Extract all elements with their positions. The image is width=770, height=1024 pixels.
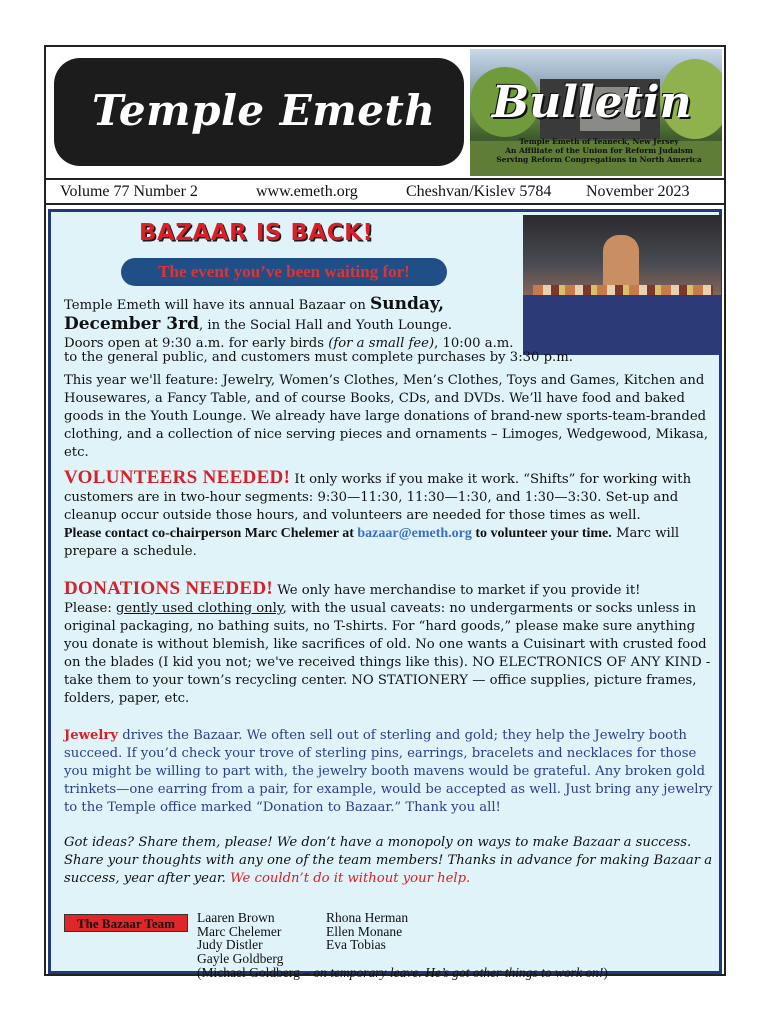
team-label: The Bazaar Team	[64, 914, 188, 932]
website-text: www.emeth.org	[256, 183, 358, 200]
bulletin-title: Bulletin	[492, 77, 692, 128]
title-banner	[54, 58, 464, 166]
masthead	[46, 47, 724, 178]
affiliation-text: Temple Emeth of Teaneck, New Jersey An Affiliate of the Union for Reform Judaism Serving Reform Congregations in North America	[496, 137, 702, 164]
team-column-2: Rhona Herman Ellen Monane Eva Tobias	[326, 910, 409, 952]
ideas-paragraph: Got ideas? Share them, please! We don’t have a monopoly on ways to make Bazaar a success. Share your thoughts with any one of the team members! Thanks in advance for making Bazaar a success, year after year. We couldn’t do it without your help.	[64, 835, 713, 886]
bazaar-event-photo	[523, 215, 721, 355]
bulletin-page	[44, 45, 726, 980]
bazaar-article	[48, 209, 722, 980]
tagline-banner: The event you’ve been waiting for!	[121, 258, 447, 286]
intro-paragraph: Temple Emeth will have its annual Bazaar on Sunday, December 3rd, in the Social Hall and Youth Lounge. Doors open at 9:30 a.m. for early birds (for a small fee), 10:00 a.m.	[64, 294, 514, 351]
issue-info-bar	[46, 178, 724, 205]
intro-paragraph-end: to the general public, and customers must complete purchases by 3:30 p.m.	[64, 350, 573, 365]
article-headline: BAZAAR IS BACK!	[139, 220, 374, 246]
jewelry-paragraph: Jewelry drives the Bazaar. We often sell out of sterling and gold; they help the Jewelry booth succeed. If you’d check your trove of sterling pins, earrings, bracelets and necklaces for those you might be willing to part with, the jewelry booth mavens would be grateful. Any broken gold trinkets—one earring from a pair, for example, would be accepted as well. Just bring any jewelry to the Temple office marked “Donation to Bazaar.” Thank you all!	[64, 728, 713, 815]
masthead-title: Temple Emeth	[92, 86, 436, 135]
feature-paragraph: This year we'll feature: Jewelry, Women’s Clothes, Men’s Clothes, Toys and Games, Kitchen and Housewares, a Fancy Table, and of course Books, CDs, and DVDs. We’ll have food and baked goods in the Youth Lounge. We already have large donations of brand-new sports-team-branded clothing, and a collection of nice serving pieces and ornaments – Limoges, Wedgewood, Mikasa, etc.	[64, 373, 709, 460]
email-link[interactable]: bazaar@emeth.org	[357, 526, 472, 541]
team-column-1: Laaren Brown Marc Chelemer Judy Distler Gayle Goldberg	[197, 910, 284, 966]
donations-section: DONATIONS NEEDED! We only have merchandise to market if you provide it! Please: gently used clothing only, with the usual caveats: no undergarments or socks unless in original packaging, no bathing suits, no T-shirts. For “hard goods,” please make sure anything you donate is without blemish, like sacrifices of old. No one wants a Cuisinart with crusted food on the blades (I kid you not; we've received things like this). NO ELECTRONICS OF ANY KIND - take them to your town’s recycling center. NO STATIONERY — office supplies, picture frames, folders, paper, etc.	[64, 578, 711, 706]
volume-number: Volume 77 Number 2	[60, 183, 198, 200]
volunteers-heading: VOLUNTEERS NEEDED!	[64, 467, 291, 488]
volunteers-section: VOLUNTEERS NEEDED! It only works if you make it work. “Shifts” for working with customers are in two-hour segments: 9:30—11:30, 11:30—1:30, and 1:30—3:30. Set-up and cleanup occur outside those hours, and volunteers are needed for those times as well. Please contact co-chairperson Marc Chelemer at bazaar@emeth.org to volunteer your time. Marc will prepare a schedule.	[64, 467, 692, 559]
hebrew-date: Cheshvan/Kislev 5784	[406, 183, 552, 200]
issue-date: November 2023	[586, 183, 690, 200]
donations-heading: DONATIONS NEEDED!	[64, 578, 274, 599]
team-note: (Michael Goldberg – on temporary leave. He’s got other things to work on!)	[197, 965, 608, 980]
